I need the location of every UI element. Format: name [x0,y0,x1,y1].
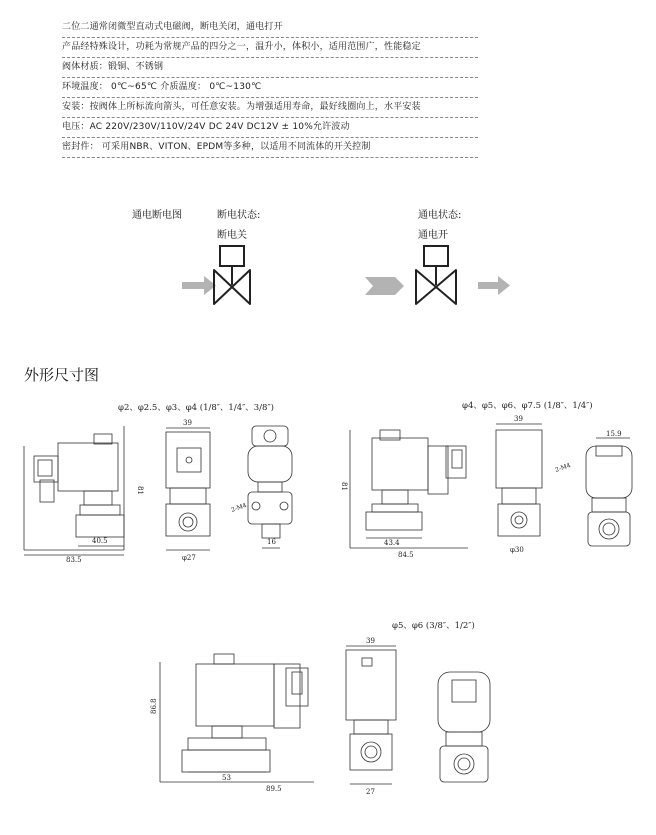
dim-g2-w2: 84.5 [398,551,414,559]
dim-g2-side-label: 2-M4 [554,461,572,474]
flow-in-arrow-icon [182,276,216,295]
dim-g1-phi: φ27 [182,554,196,562]
dim-g3-height: 86.8 [150,698,158,714]
dim-g1-w1: 40.5 [92,537,108,545]
dim-g1-top: 39 [183,419,192,427]
drawing-g1-end [248,426,292,548]
spec-line: 密封件： 可采用NBR、VITON、EPDM等多种，以适用不同流体的开关控制 [62,138,478,158]
dim-g1-side: 16 [267,538,276,546]
flow-out-arrow-icon [478,276,510,295]
dim-g1-height: 81 [136,486,144,495]
dim-g3-bottom: 27 [366,788,375,796]
drawing-g3-end [438,672,490,782]
dim-g2-w1: 43.4 [384,539,400,547]
drawing-g2-front [350,430,468,548]
spec-line: 二位二通常闭微型直动式电磁阀，断电关闭，通电打开 [62,18,478,38]
drawing-g1-side [166,428,210,550]
dim-g2-top: 39 [514,415,523,423]
dim-group1-title: φ2、φ2.5、φ3、φ4 (1/8″、1/4″、3/8″) [118,403,274,413]
dim-g3-w2: 89.5 [266,785,282,793]
off-state-label: 断电状态: [217,210,261,221]
diagram-title: 通电断电图 [132,210,182,221]
dim-g3-w1: 53 [222,774,231,782]
spec-line: 电压：AC 220V/230V/110V/24V DC 24V DC12V ± 10%允许波动 [62,118,478,138]
dim-g3-top: 39 [366,637,375,645]
dim-group3-title: φ5、φ6 (3/8″、1/2″) [392,621,475,631]
spec-line: 阀体材质：锻铜、不锈钢 [62,58,478,78]
spec-line: 产品经特殊设计，功耗为常规产品的四分之一，温升小，体积小，适用范围广，性能稳定 [62,38,478,58]
valve-closed-symbol [214,246,250,304]
drawing-g3-front [160,654,314,782]
dim-g2-phi: φ30 [510,546,524,554]
off-state-desc: 断电关 [217,230,247,241]
dimension-drawings [0,410,656,830]
dim-group2-title: φ4、φ5、φ6、φ7.5 (1/8″、1/4″) [462,401,593,411]
drawing-g2-side [496,424,542,536]
on-state-label: 通电状态: [418,210,462,221]
spec-line: 环境温度： 0℃~65℃ 介质温度： 0℃~130℃ [62,78,478,98]
spec-line: 安装：按阀体上所标流向箭头，可任意安装。为增强适用寿命，最好线圈向上，水平安装 [62,98,478,118]
section-title: 外形尺寸图 [24,366,100,384]
flow-in-arrow-icon [365,277,404,295]
dim-g1-w2: 83.5 [66,556,82,564]
drawing-g2-end [586,438,632,546]
valve-open-symbol [416,246,456,304]
dim-g2-height: 81 [340,482,348,491]
dim-g2-side: 15.9 [606,430,622,438]
dim-g1-side-label: 2-M4 [230,501,248,514]
drawing-g3-side [346,646,396,784]
drawing-g1-front [24,426,124,555]
on-state-desc: 通电开 [418,230,448,241]
valve-state-diagram [0,0,656,330]
